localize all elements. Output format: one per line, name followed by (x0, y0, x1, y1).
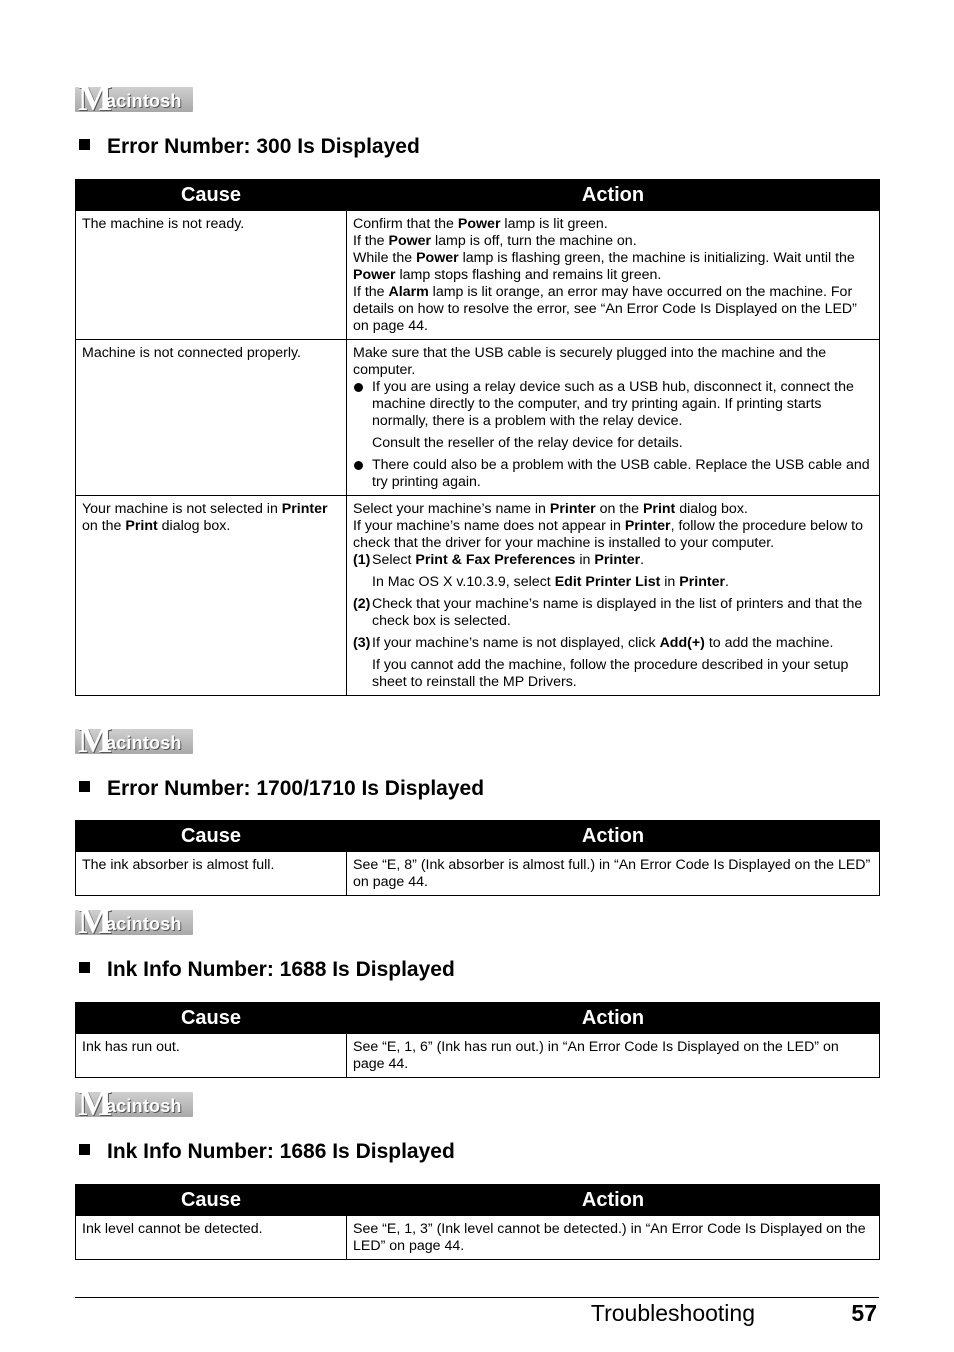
section-title: Ink Info Number: 1686 Is Displayed (107, 1140, 455, 1163)
section-heading (79, 776, 484, 802)
text-run: lamp is lit orange, an error may have occurred on the machine. For details on how to resolve the error, see “An Error Code Is Displayed on the LED” on page 44. (353, 284, 857, 334)
section-heading (79, 1139, 455, 1165)
text-run: While the (353, 250, 417, 266)
bold-term: Add(+) (659, 635, 705, 651)
cause-cell (76, 852, 347, 896)
section-title: Error Number: 1700/1710 Is Displayed (107, 777, 485, 800)
macintosh-badge (75, 1092, 193, 1117)
action-header: Action (347, 1003, 880, 1034)
action-header: Action (347, 1185, 880, 1216)
action-paragraph (353, 250, 873, 284)
bold-term: Edit Printer List (554, 574, 661, 590)
bullet-item (353, 457, 873, 491)
action-header: Action (347, 180, 880, 211)
text-run: in (575, 552, 595, 568)
table-row (76, 340, 880, 496)
indented-note (353, 657, 873, 691)
step-number: (3) (353, 635, 371, 651)
text-run: See “E, 1, 6” (Ink has run out.) in “An Error Code Is Displayed on the LED” on page 44. (353, 1039, 839, 1072)
text-run: Your machine is not selected in (82, 501, 282, 517)
action-paragraph (353, 1039, 873, 1073)
badge-initial: M (78, 87, 112, 112)
text-run: Consult the reseller of the relay device for details. (372, 435, 683, 451)
text-run: In Mac OS X v.10.3.9, select (372, 574, 555, 590)
text-run: See “E, 8” (Ink absorber is almost full.) in “An Error Code Is Displayed on the LED” on page 44. (353, 857, 871, 890)
section-title: Ink Info Number: 1688 Is Displayed (107, 958, 455, 981)
cause-header: Cause (76, 180, 347, 211)
bold-term: Alarm (388, 284, 429, 300)
text-run: Ink has run out. (82, 1039, 180, 1055)
action-header: Action (347, 821, 880, 852)
numbered-step (353, 635, 873, 652)
bold-term: Power (388, 233, 432, 249)
indented-note (353, 435, 873, 452)
table-row (76, 852, 880, 896)
table-row (76, 211, 880, 340)
badge-text: acintosh (106, 733, 182, 753)
bold-term: Power (457, 216, 501, 232)
footer-title: Troubleshooting (590, 1300, 755, 1326)
macintosh-badge (75, 910, 193, 935)
action-cell (347, 852, 880, 896)
text-run: If your machine’s name is not displayed, click (372, 635, 660, 651)
action-paragraph (353, 857, 873, 891)
cause-action-table (75, 1184, 880, 1260)
badge-text: acintosh (106, 1096, 182, 1116)
table-row (76, 1034, 880, 1078)
text-run: in (660, 574, 680, 590)
numbered-step (353, 596, 873, 630)
text-run: . (725, 574, 729, 590)
badge-text: acintosh (106, 91, 182, 111)
text-run: lamp stops flashing and remains lit green. (395, 267, 662, 283)
text-run: There could also be a problem with the USB cable. Replace the USB cable and try printing again. (372, 457, 870, 490)
text-run: on the (82, 518, 126, 534)
cause-header: Cause (76, 821, 347, 852)
bold-term: Printer (624, 518, 671, 534)
text-run: , follow the procedure below to check that the driver for your machine is installed to your computer. (353, 518, 863, 551)
text-run: If you cannot add the machine, follow the procedure described in your setup sheet to reinstall the MP Drivers. (372, 657, 849, 690)
cause-action-table (75, 179, 880, 696)
text-run: . (640, 552, 645, 568)
text-run: The machine is not ready. (82, 216, 245, 232)
text-run: Check that your machine’s name is displayed in the list of printers and that the check box is selected. (372, 596, 863, 629)
cause-cell (76, 340, 347, 496)
text-run: Select (372, 552, 416, 568)
step-number: (2) (353, 596, 371, 612)
action-paragraph (353, 345, 873, 379)
bold-term: Printer (679, 574, 725, 590)
action-cell (347, 211, 880, 340)
text-run: lamp is off, turn the machine on. (431, 233, 637, 249)
badge-initial: M (78, 1092, 112, 1117)
text-run: to add the machine. (704, 635, 834, 651)
cause-action-table (75, 1002, 880, 1078)
square-bullet-icon (79, 139, 90, 150)
section-heading (79, 134, 420, 160)
macintosh-badge (75, 87, 193, 112)
square-bullet-icon (79, 1144, 90, 1155)
action-paragraph (353, 501, 873, 518)
text-run: The ink absorber is almost full. (82, 857, 275, 873)
action-cell (347, 1216, 880, 1260)
badge-initial: M (78, 729, 112, 754)
cause-header: Cause (76, 1003, 347, 1034)
text-run: Confirm that the (353, 216, 458, 232)
action-paragraph (353, 1221, 873, 1255)
table-row (76, 496, 880, 696)
text-run: If the (353, 284, 389, 300)
text-run: If you are using a relay device such as a USB hub, disconnect it, connect the machine directly to the computer, and try printing again. If printing starts normally, there is a problem with the relay device. (372, 379, 854, 429)
table-row (76, 1216, 880, 1260)
text-run: See “E, 1, 3” (Ink level cannot be detected.) in “An Error Code Is Displayed on the LED” on page 44. (353, 1221, 866, 1254)
action-cell (347, 496, 880, 696)
action-cell (347, 1034, 880, 1078)
square-bullet-icon (79, 781, 90, 792)
square-bullet-icon (79, 962, 90, 973)
section-heading (79, 957, 455, 983)
badge-text: acintosh (106, 914, 182, 934)
action-paragraph (353, 216, 873, 233)
text-run: lamp is lit green. (500, 216, 608, 232)
step-number: (1) (353, 552, 371, 568)
action-paragraph (353, 284, 873, 335)
bold-term: Power (353, 267, 396, 283)
text-run: Make sure that the USB cable is securely plugged into the machine and the computer. (353, 345, 827, 378)
cause-cell (76, 1216, 347, 1260)
text-run: If your machine’s name does not appear in (353, 518, 625, 534)
page-number: 57 (851, 1300, 877, 1326)
cause-header: Cause (76, 1185, 347, 1216)
bold-term: Printer (281, 501, 328, 517)
text-run: lamp is flashing green, the machine is initializing. Wait until the (458, 250, 855, 266)
bold-term: Printer (549, 501, 596, 517)
text-run: If the (353, 233, 389, 249)
numbered-step (353, 552, 873, 569)
badge-initial: M (78, 910, 112, 935)
cause-action-table (75, 820, 880, 896)
bold-term: Print (125, 518, 158, 534)
text-run: on the (595, 501, 643, 517)
bold-term: Power (416, 250, 459, 266)
indented-note (353, 574, 873, 591)
bold-term: Printer (594, 552, 641, 568)
action-cell (347, 340, 880, 496)
text-run: Select your machine’s name in (353, 501, 550, 517)
action-paragraph (353, 518, 873, 552)
action-paragraph (353, 233, 873, 250)
bold-term: Print & Fax Preferences (415, 552, 576, 568)
footer-rule (75, 1297, 879, 1298)
text-run: Machine is not connected properly. (82, 345, 301, 361)
cause-cell (76, 496, 347, 696)
macintosh-badge (75, 729, 193, 754)
section-title: Error Number: 300 Is Displayed (107, 135, 420, 158)
cause-cell (76, 1034, 347, 1078)
cause-cell (76, 211, 347, 340)
bold-term: Print (642, 501, 676, 517)
text-run: dialog box. (157, 518, 231, 534)
text-run: Ink level cannot be detected. (82, 1221, 263, 1237)
text-run: dialog box. (675, 501, 748, 517)
bullet-item (353, 379, 873, 430)
